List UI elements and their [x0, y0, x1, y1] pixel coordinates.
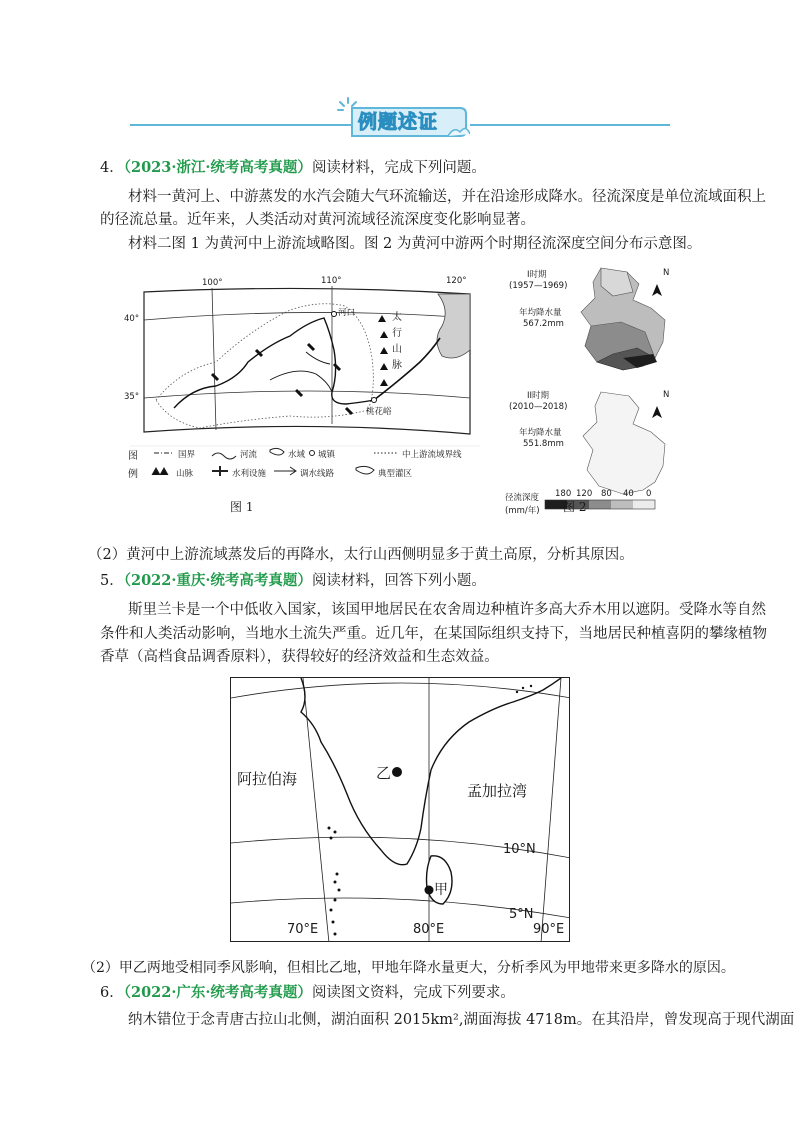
- q4-source: （2023·浙江·统考高考真题）: [123, 159, 312, 176]
- fig2-p1-years: (1957—1969): [509, 281, 568, 291]
- north-arrow-label-1: N: [663, 268, 670, 278]
- place-hekou: 河口: [338, 308, 356, 318]
- q5-para2: 条件和人类活动影响，当地水土流失严重。近几年，在某国际组织支持下，当地居民种植喜阴的攀缘植物: [100, 626, 767, 642]
- label-lat-10n: 10°N: [503, 842, 536, 857]
- label-arabian-sea: 阿拉伯海: [237, 770, 298, 788]
- fig2-tick-80: 80: [601, 489, 612, 499]
- fig1-lon-120: 120°: [446, 276, 467, 286]
- banner-title: 例题述证: [358, 111, 439, 133]
- legend-color-2: [589, 500, 611, 509]
- q5-question: （2）甲乙两地受相同季风影响，但相比乙地，甲地年降水量更大，分析季风为甲地带来更多降水的原因。: [82, 960, 735, 976]
- q6-intro: 阅读图文资料，完成下列要求。: [311, 985, 515, 1001]
- fig2-p2-precip-label: 年均降水量: [519, 428, 562, 438]
- legend-mountain: 山脉: [176, 469, 194, 479]
- fig1-lat-40: 40°: [124, 314, 140, 324]
- mountain-char-3: 山: [392, 344, 402, 355]
- figure-2: [505, 262, 680, 522]
- legend-irrigation: 典型灌区: [378, 469, 413, 479]
- legend-head-1: 例: [128, 469, 138, 480]
- legend-town: 城镇: [318, 450, 336, 460]
- legend-water: 水域: [288, 450, 306, 460]
- mountain-char-1: 太: [392, 312, 402, 323]
- legend-water-project: 水利设施: [232, 469, 267, 479]
- fig1-lon-110: 110°: [321, 276, 342, 286]
- label-lat-5n: 5°N: [509, 907, 534, 922]
- q5-para3: 香草（高档食品调香原料），获得较好的经济效益和生态效益。: [100, 649, 499, 665]
- north-arrow-label-2: N: [663, 390, 670, 400]
- fig2-p1-title: I时期: [527, 270, 547, 280]
- fig2-p2-years: (2010—2018): [509, 402, 568, 412]
- legend-head-0: 图: [128, 451, 138, 462]
- fig2-p1-precip-label: 年均降水量: [519, 308, 562, 318]
- q4-intro: 阅读材料，完成下列问题。: [311, 160, 486, 176]
- q5-number: 5．: [100, 573, 124, 589]
- legend-diversion: 调水线路: [300, 469, 335, 479]
- fig2-legend-title-2: (mm/年): [505, 506, 540, 516]
- fig2-p2-title: II时期: [527, 391, 550, 401]
- q4-material1-line1: 材料一黄河上、中游蒸发的水汽会随大气环流输送，并在沿途形成降水。径流深度是单位流域面积上: [128, 189, 766, 205]
- label-lon-90e: 90°E: [533, 922, 565, 937]
- fig2-p2-precip-value: 551.8mm: [523, 439, 564, 449]
- mountain-char-2: 行: [392, 328, 402, 339]
- legend-color-4: [633, 500, 655, 509]
- banner-line-left: [130, 124, 355, 126]
- q6-source: （2022·广东·统考高考真题）: [123, 984, 312, 1001]
- fig2-tick-40: 40: [623, 489, 634, 499]
- south-asia-map-graphic: [231, 678, 570, 942]
- mountain-label: [392, 310, 404, 374]
- q5-header: [100, 571, 486, 591]
- q4-question: （2）黄河中上游流域蒸发后的再降水，太行山西侧明显多于黄土高原，分析其原因。: [88, 547, 634, 563]
- q5-intro: 阅读材料，回答下列小题。: [311, 573, 486, 589]
- q6-header: [100, 983, 515, 1003]
- q6-para1: 纳木错位于念青唐古拉山北侧，湖泊面积 2015km²,湖面海拔 4718m。在其沿岸，曾发现高于现代湖面: [128, 1012, 795, 1028]
- q4-material2: 材料二图 1 为黄河中上游流域略图。图 2 为黄河中游两个时期径流深度空间分布示意图。: [128, 236, 702, 252]
- q5-source: （2022·重庆·统考高考真题）: [123, 572, 312, 589]
- fig2-legend-title-1: 径流深度: [505, 493, 540, 503]
- q5-para1: 斯里兰卡是一个中低收入国家，该国甲地居民在农舍周边种植许多高大乔木用以遮阴。受降水等自然: [128, 602, 766, 618]
- label-point-yi: 乙: [376, 764, 392, 782]
- banner-line-right: [470, 124, 670, 126]
- legend-border: 国界: [178, 450, 196, 460]
- place-huayuankou: 桃花峪: [366, 407, 392, 417]
- fig2-tick-180: 180: [555, 489, 572, 499]
- figure-1-map: [120, 270, 490, 520]
- fig1-caption: 图 1: [230, 500, 254, 514]
- fig2-p1-precip-value: 567.2mm: [523, 319, 564, 329]
- fig2-tick-0: 0: [646, 489, 652, 499]
- legend-color-3: [611, 500, 633, 509]
- south-asia-map: [230, 677, 570, 942]
- mountain-char-4: 脉: [392, 360, 402, 371]
- legend-basin-boundary: 中上游流域界线: [402, 450, 462, 460]
- q4-material1-line2: 的径流总量。近年来，人类活动对黄河流域径流深度变化影响显著。: [100, 212, 535, 228]
- label-bay-of-bengal: 孟加拉湾: [467, 782, 528, 800]
- q4-number: 4．: [100, 160, 124, 176]
- label-lon-80e: 80°E: [413, 922, 445, 937]
- label-point-jia: 甲: [434, 882, 448, 898]
- fig2-caption: 图 2: [563, 500, 587, 514]
- legend-river: 河流: [240, 450, 258, 460]
- label-lon-70e: 70°E: [287, 922, 319, 937]
- fig1-lon-100: 100°: [202, 278, 223, 288]
- q4-header: [100, 158, 486, 178]
- figure-1: [120, 270, 490, 520]
- q6-number: 6．: [100, 985, 124, 1001]
- fig1-lat-35: 35°: [124, 392, 140, 402]
- fig2-tick-120: 120: [576, 489, 593, 499]
